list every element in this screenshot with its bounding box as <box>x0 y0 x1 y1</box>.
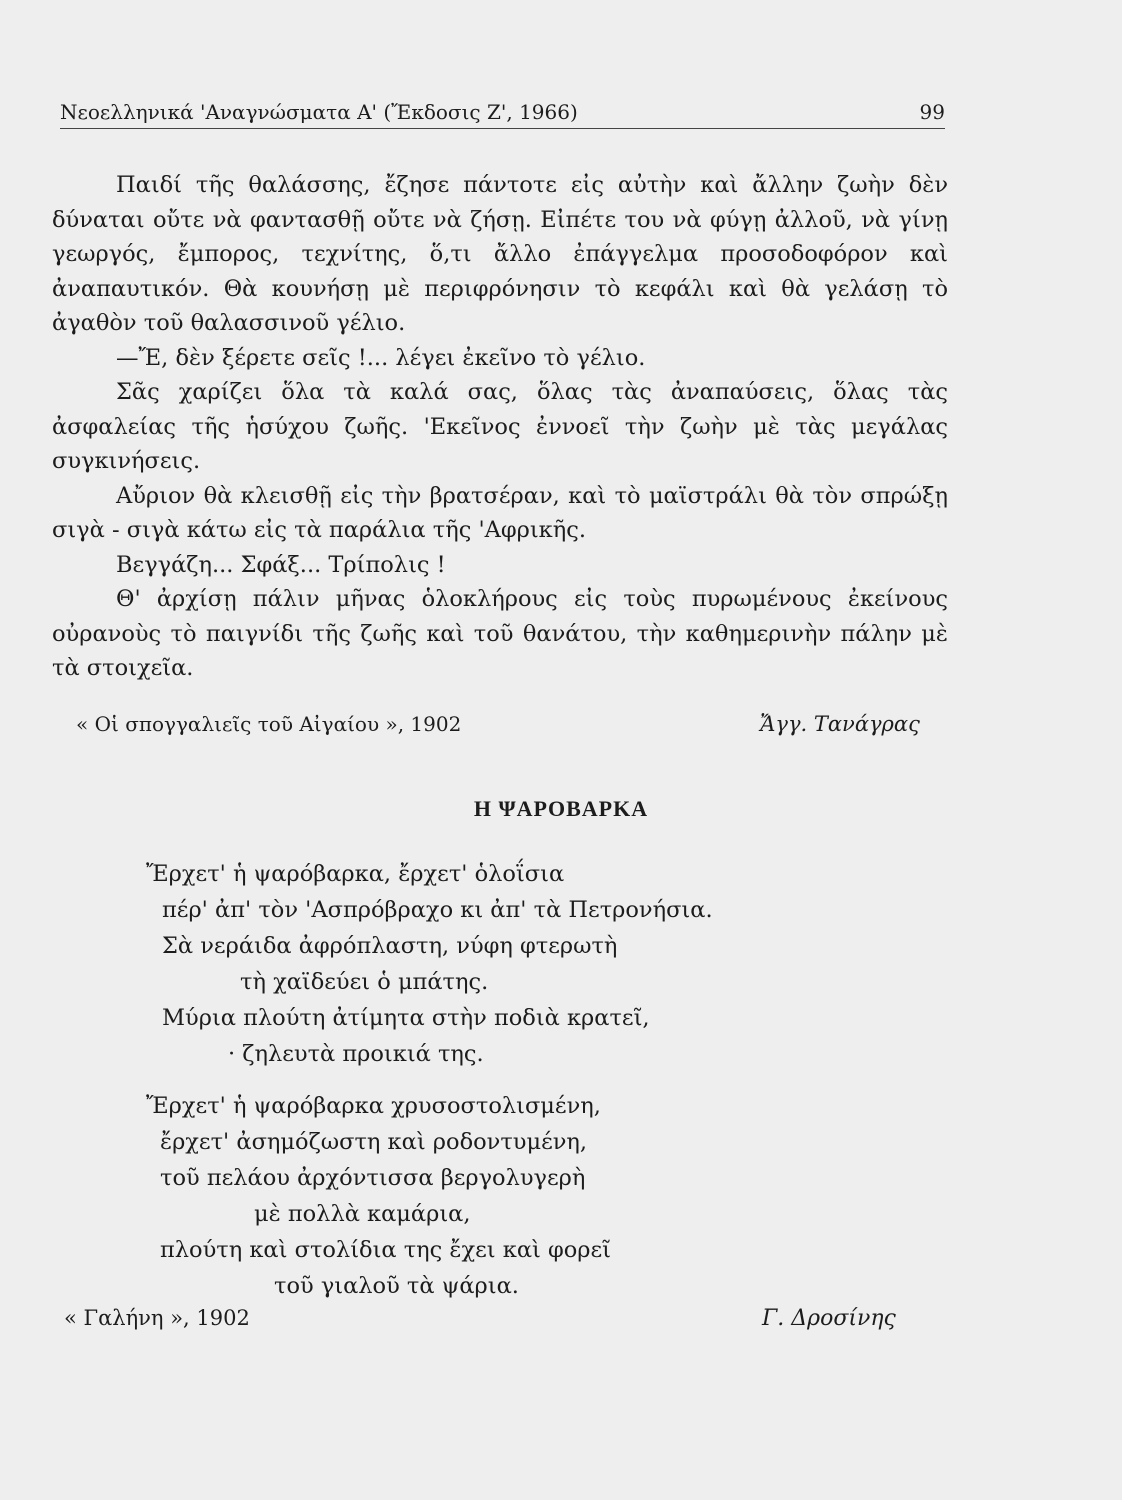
prose-author: Ἄγγ. Τανάγρας <box>760 712 920 736</box>
poem-line: τὴ χαϊδεύει ὁ μπάτης. <box>240 969 489 995</box>
poem-title: Η ΨΑΡΟΒΑΡΚΑ <box>473 796 649 821</box>
poem-stanza-1 <box>146 856 713 1072</box>
poem-line: πλούτη καὶ στολίδια της ἔχει καὶ φορεῖ <box>160 1237 611 1263</box>
prose-body <box>52 168 948 686</box>
prose-source: « Οἱ σπογγαλιεῖς τοῦ Αἰγαίου », 1902 <box>76 712 462 736</box>
paragraph: Αὔριον θὰ κλεισθῇ εἰς τὴν βρατσέραν, καὶ τὸ μαϊστράλι θὰ τὸν σπρώξῃ σιγὰ - σιγὰ κάτω εἰς τὰ παράλια τῆς 'Αφρικῆς. <box>52 482 948 543</box>
poem-line: · ζηλευτὰ προικιά της. <box>228 1041 484 1067</box>
poem-stanza-2 <box>146 1088 611 1304</box>
poem-line: τοῦ πελάου ἀρχόντισσα βεργολυγερὴ <box>160 1165 586 1191</box>
poem-line: Μύρια πλούτη ἀτίμητα στὴν ποδιὰ κρατεῖ, <box>162 1005 650 1031</box>
running-head <box>60 100 945 129</box>
paragraph: Βεγγάζη... Σφάξ... Τρίπολις ! <box>116 551 446 578</box>
poem-line: Ἔρχετ' ἡ ψαρόβαρκα χρυσοστολισμένη, <box>146 1093 601 1119</box>
poem-source: « Γαλήνη », 1902 <box>64 1306 250 1330</box>
poem-line: μὲ πολλὰ καμάρια, <box>254 1201 471 1227</box>
paragraph: —Ἔ, δὲν ξέρετε σεῖς !... λέγει ἐκεῖνο τὸ γέλιο. <box>116 344 646 371</box>
poem-author: Γ. Δροσίνης <box>762 1306 896 1331</box>
page-number: 99 <box>919 100 945 124</box>
poem-line: Σὰ νεράιδα ἀφρόπλαστη, νύφη φτερωτὴ <box>162 933 618 959</box>
paragraph: Σᾶς χαρίζει ὅλα τὰ καλά σας, ὅλας τὰς ἀναπαύσεις, ὅλας τὰς ἀσφαλείας τῆς ἡσύχου ζωῆς. 'Εκεῖνος ἐννοεῖ τὴν ζωὴν μὲ τὰς μεγάλας συγκινήσεις. <box>52 379 948 474</box>
poem-line: Ἔρχετ' ἡ ψαρόβαρκα, ἔρχετ' ὁλοΐσια <box>146 861 565 887</box>
poem-line: τοῦ γιαλοῦ τὰ ψάρια. <box>274 1273 519 1299</box>
paragraph: Παιδί τῆς θαλάσσης, ἔζησε πάντοτε εἰς αὐτὴν καὶ ἄλλην ζωὴν δὲν δύναται οὔτε νὰ φαντασθῇ οὔτε νὰ ζήσῃ. Εἰπέτε του νὰ φύγῃ ἀλλοῦ, νὰ γίνῃ γεωργός, ἔμπορος, τεχνίτης, ὅ,τι ἄλλο ἐπάγγελμα προσοδοφόρον καὶ ἀναπαυτικόν. Θὰ κουνήσῃ μὲ περιφρόνησιν τὸ κεφάλι καὶ θὰ γελάσῃ τὸ ἀγαθὸν τοῦ θαλασσινοῦ γέλιο. <box>52 172 948 336</box>
running-title: Νεοελληνικά 'Αναγνώσματα Α' (Ἔκδοσις Ζ', 1966) <box>60 100 578 124</box>
paragraph: Θ' ἀρχίσῃ πάλιν μῆνας ὁλοκλήρους εἰς τοὺς πυρωμένους ἐκείνους οὐρανοὺς τὸ παιγνίδι τῆς ζωῆς καὶ τοῦ θανάτου, τὴν καθημερινὴν πάλην μὲ τὰ στοιχεῖα. <box>52 586 948 681</box>
poem-line: ἔρχετ' ἀσημόζωστη καὶ ροδοντυμένη, <box>160 1129 588 1155</box>
poem-line: πέρ' ἀπ' τὸν 'Ασπρόβραχο κι ἀπ' τὰ Πετρονήσια. <box>162 897 713 923</box>
